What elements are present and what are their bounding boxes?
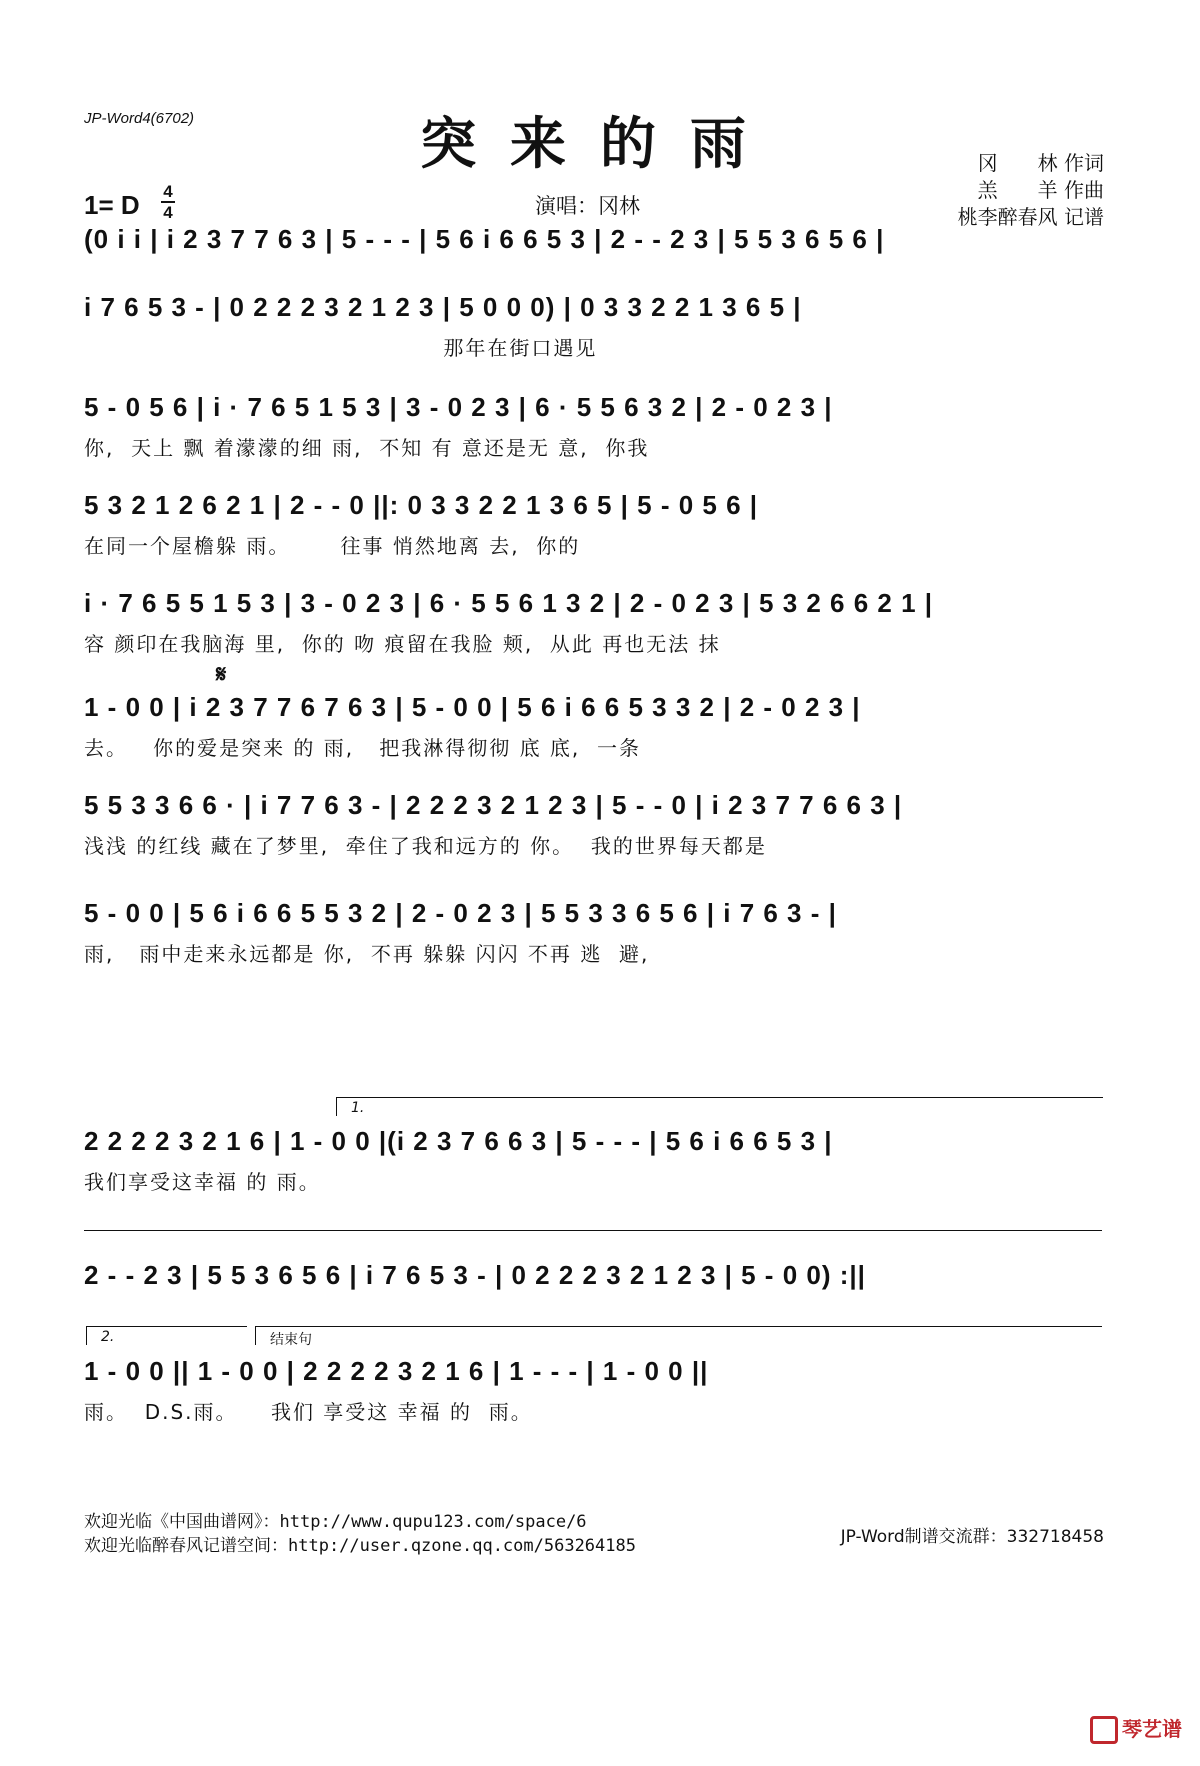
transcriber-credit: 桃李醉春风 记谱 bbox=[957, 205, 1104, 229]
notes-line: i 7 6 5 3 - | 0 2 2 2 3 2 1 2 3 | 5 0 0 0) | 0 3 3 2 2 1 3 6 5 | bbox=[84, 292, 802, 322]
key-signature: 1= D bbox=[84, 190, 140, 220]
composer-credit: 羔 羊 作曲 bbox=[977, 178, 1104, 202]
notes-line: 5 - 0 5 6 | i · 7 6 5 1 5 3 | 3 - 0 2 3 | 6 · 5 5 6 3 2 | 2 - 0 2 3 | bbox=[84, 392, 833, 422]
time-numerator: 4 bbox=[163, 182, 173, 201]
score-system-5 bbox=[84, 586, 1104, 658]
continuation-bracket bbox=[84, 1230, 1102, 1231]
score-system-4 bbox=[84, 488, 1104, 560]
notes-line: 5 5 3 3 6 6 · | i 7 7 6 3 - | 2 2 2 3 2 1 2 3 | 5 - - 0 | i 2 3 7 7 6 6 3 | bbox=[84, 790, 903, 820]
logo-icon bbox=[1090, 1716, 1118, 1744]
lyrics-line: 浅浅 的红线 藏在了梦里, 牵住了我和远方的 你。 我的世界每天都是 bbox=[84, 834, 767, 858]
first-ending-bracket bbox=[336, 1097, 1103, 1116]
notes-line: 2 - - 2 3 | 5 5 3 6 5 6 | i 7 6 5 3 - | 0 2 2 2 3 2 1 2 3 | 5 - 0 0) :|| bbox=[84, 1260, 866, 1290]
singer-label: 演唱：冈林 bbox=[535, 194, 640, 218]
time-denominator: 4 bbox=[163, 203, 173, 222]
coda-bracket bbox=[255, 1326, 1102, 1348]
notes-line: (0 i i | i 2 3 7 7 6 3 | 5 - - - | 5 6 i 6 6 5 3 | 2 - - 2 3 | 5 5 3 6 5 6 | bbox=[84, 224, 885, 254]
site-logo bbox=[1090, 1713, 1182, 1745]
group-info: JP-Word制谱交流群：332718458 bbox=[840, 1527, 1104, 1547]
notes-line: 1 - 0 0 | i 2 3 7 7 6 7 6 3 | 5 - 0 0 | 5 6 i 6 6 5 3 3 2 | 2 - 0 2 3 | bbox=[84, 692, 861, 722]
second-ending-bracket bbox=[86, 1326, 247, 1345]
time-signature bbox=[161, 183, 175, 221]
lyrics-line: 我们享受这幸福 的 雨。 bbox=[84, 1170, 321, 1194]
score-system-7 bbox=[84, 788, 1104, 860]
first-ending-label: 1. bbox=[351, 1100, 365, 1116]
lyricist-credit: 冈 林 作词 bbox=[977, 151, 1104, 175]
coda-label: 结束句 bbox=[270, 1332, 312, 1348]
lyrics-line: 雨。 D.S.雨。 我们 享受这 幸福 的 雨。 bbox=[84, 1400, 533, 1424]
footer-links bbox=[84, 1510, 636, 1558]
notes-line: i · 7 6 5 5 1 5 3 | 3 - 0 2 3 | 6 · 5 5 6 1 3 2 | 2 - 0 2 3 | 5 3 2 6 6 2 1 | bbox=[84, 588, 934, 618]
credits-block bbox=[958, 150, 1104, 231]
software-version: JP-Word4(6702) bbox=[84, 110, 195, 127]
lyrics-line: 你, 天上 飘 着濛濛的细 雨, 不知 有 意还是无 意, 你我 bbox=[84, 436, 650, 460]
second-ending-label: 2. bbox=[101, 1329, 115, 1345]
notes-line: 1 - 0 0 || 1 - 0 0 | 2 2 2 2 3 2 1 6 | 1 - - - | 1 - 0 0 || bbox=[84, 1356, 709, 1386]
score-system-11 bbox=[84, 1354, 1104, 1426]
notes-line: 2 2 2 2 3 2 1 6 | 1 - 0 0 |(i 2 3 7 6 6 3 | 5 - - - | 5 6 i 6 6 5 3 | bbox=[84, 1126, 833, 1156]
notes-line: 5 - 0 0 | 5 6 i 6 6 5 5 3 2 | 2 - 0 2 3 | 5 5 3 3 6 5 6 | i 7 6 3 - | bbox=[84, 898, 837, 928]
lyrics-line: 雨, 雨中走来永远都是 你, 不再 躲躲 闪闪 不再 逃 避, bbox=[84, 942, 650, 966]
song-title: 突来的雨 bbox=[420, 111, 780, 177]
score-system-1 bbox=[84, 222, 1104, 294]
segno-sign: 𝄋 bbox=[216, 660, 227, 688]
score-system-3 bbox=[84, 390, 1104, 462]
score-system-10 bbox=[84, 1258, 1104, 1330]
score-system-9 bbox=[84, 1124, 1104, 1196]
lyrics-line: 去。 你的爱是突来 的 雨, 把我淋得彻彻 底 底, 一条 bbox=[84, 736, 642, 760]
notes-line: 5 3 2 1 2 6 2 1 | 2 - - 0 ||: 0 3 3 2 2 1 3 6 5 | 5 - 0 5 6 | bbox=[84, 490, 759, 520]
logo-text: 琴艺谱 bbox=[1122, 1716, 1182, 1741]
footer-link-qzone[interactable]: 欢迎光临醉春风记谱空间：http://user.qzone.qq.com/563264185 bbox=[84, 1536, 636, 1556]
lyrics-line: 容 颜印在我脑海 里, 你的 吻 痕留在我脸 颊, 从此 再也无法 抹 bbox=[84, 632, 721, 656]
lyrics-line: 在同一个屋檐躲 雨。 往事 悄然地离 去, 你的 bbox=[84, 534, 581, 558]
score-system-2 bbox=[84, 290, 1104, 362]
footer-link-qupu[interactable]: 欢迎光临《中国曲谱网》：http://www.qupu123.com/space/6 bbox=[84, 1512, 587, 1532]
lyrics-line: 那年在街口遇见 bbox=[84, 336, 598, 360]
score-system-6 bbox=[84, 690, 1104, 762]
score-system-8 bbox=[84, 896, 1104, 968]
